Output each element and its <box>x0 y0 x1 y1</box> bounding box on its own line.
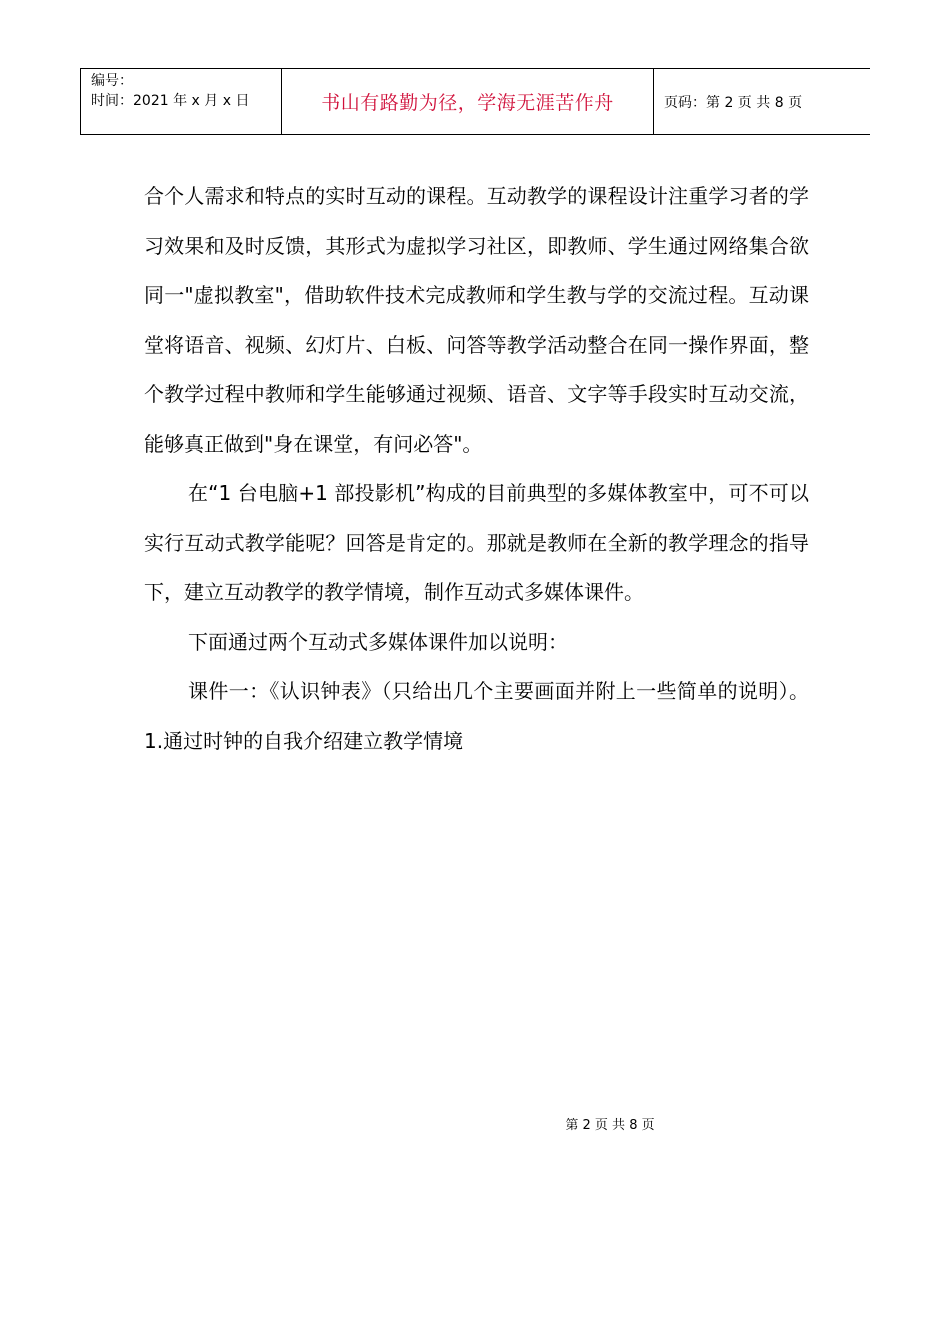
header-meta-cell <box>80 69 282 134</box>
page-header <box>80 68 870 135</box>
footer-page-number: 第 2 页 共 8 页 <box>565 1118 655 1133</box>
header-motto: 书山有路勤为径，学海无涯苦作舟 <box>321 92 614 114</box>
header-motto-cell <box>282 69 654 134</box>
document-number-label: 编号： <box>91 73 133 89</box>
body-paragraph-3: 下面通过两个互动式多媒体课件加以说明： <box>188 629 568 654</box>
body-paragraph-4: 课件一：《认识钟表》（只给出几个主要画面并附上一些简单的说明）。1.通过时钟的自我介绍建立教学情境 <box>144 679 809 753</box>
document-date-label: 时间：2021 年 x 月 x 日 <box>91 93 250 109</box>
body-paragraph-1: 合个人需求和特点的实时互动的课程。互动教学的课程设计注重学习者的学习效果和及时反馈，其形式为虚拟学习社区，即教师、学生通过网络集合欲同一"虚拟教室"，借助软件技术完成教师和学生教与学的交流过程。互动课堂将语音、视频、幻灯片、白板、问答等教学活动整合在同一操作界面，整个教学过程中教师和学生能够通过视频、语音、文字等手段实时互动交流，能够真正做到"身在课堂，有问必答"。 <box>144 184 809 456</box>
header-page-cell <box>654 69 870 134</box>
header-page-number: 页码：第 2 页 共 8 页 <box>664 94 803 111</box>
body-paragraph-2: 在“1 台电脑+1 部投影机”构成的目前典型的多媒体教室中，可不可以实行互动式教学能呢？回答是肯定的。那就是教师在全新的教学理念的指导下，建立互动教学的教学情境，制作互动式多媒体课件。 <box>144 481 809 604</box>
page-footer <box>0 1114 950 1133</box>
document-body <box>144 172 809 766</box>
